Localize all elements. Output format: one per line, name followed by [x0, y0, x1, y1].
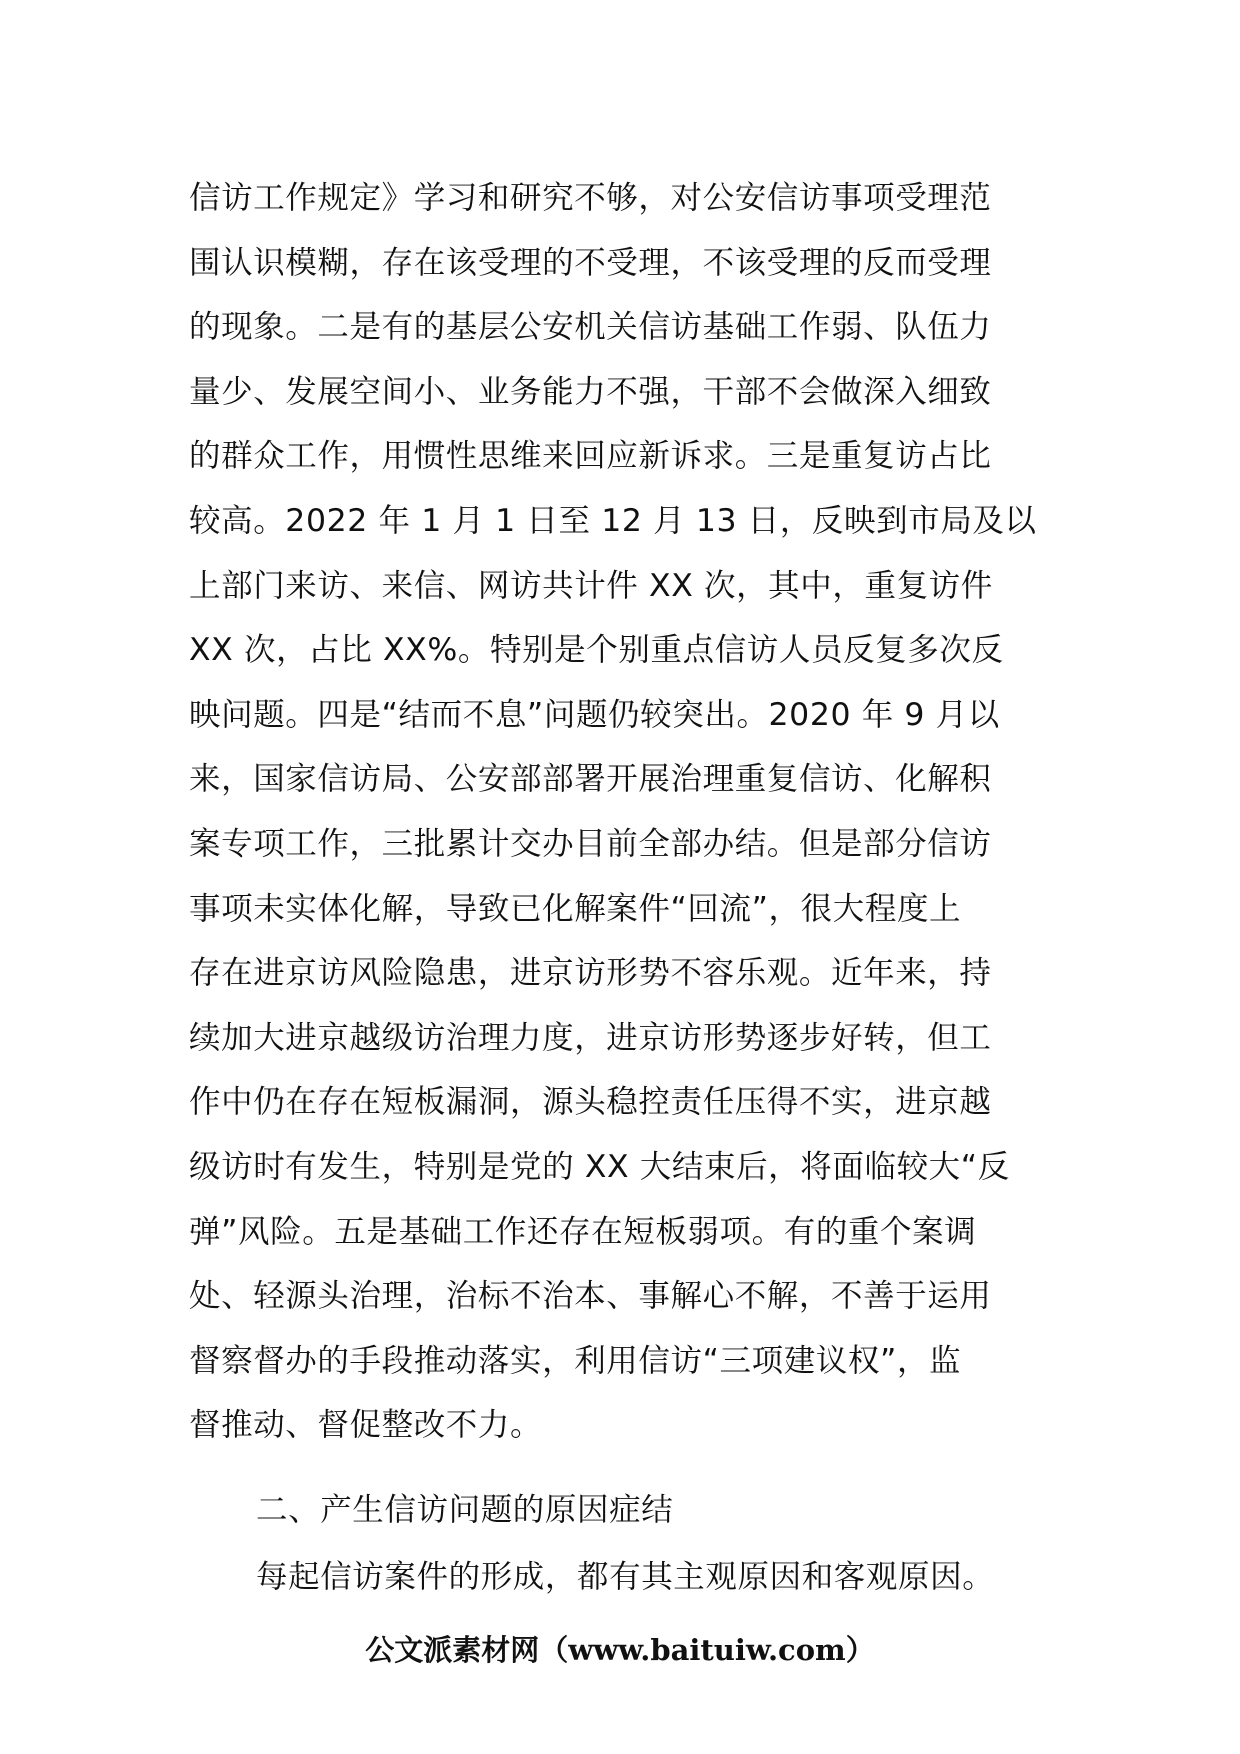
text-line: 督察督办的手段推动落实，利用信访“三项建议权”，监: [189, 1342, 962, 1379]
body-paragraph: [189, 166, 1064, 1458]
text-line: 存在进京访风险隐患，进京访形势不容乐观。近年来，持: [189, 955, 992, 992]
text-line: 的现象。二是有的基层公安机关信访基础工作弱、队伍力: [189, 309, 992, 346]
section-intro: 每起信访案件的形成，都有其主观原因和客观原因。: [256, 1559, 995, 1595]
text-line: 较高。2022 年 1 月 1 日至 12 月 13 日，反映到市局及以: [189, 502, 1037, 539]
text-line: 处、轻源头治理，治标不治本、事解心不解，不善于运用: [189, 1278, 992, 1315]
text-line: 映问题。四是“结而不息”问题仍较突出。2020 年 9 月以: [189, 696, 1000, 733]
text-line: 续加大进京越级访治理力度，进京访形势逐步好转，但工: [189, 1019, 992, 1056]
text-line: 的群众工作，用惯性思维来回应新诉求。三是重复访占比: [189, 438, 992, 475]
text-line: 量少、发展空间小、业务能力不强，干部不会做深入细致: [189, 373, 992, 410]
text-line: XX 次，占比 XX%。特别是个别重点信访人员反复多次反: [189, 632, 1004, 669]
text-line: 作中仍在存在短板漏洞，源头稳控责任压得不实，进京越: [189, 1084, 992, 1121]
text-line: 围认识模糊，存在该受理的不受理，不该受理的反而受理: [189, 244, 992, 281]
text-line: 案专项工作，三批累计交办目前全部办结。但是部分信访: [189, 825, 992, 862]
text-line: 级访时有发生，特别是党的 XX 大结束后，将面临较大“反: [189, 1148, 1010, 1185]
text-line: 督推动、督促整改不力。: [189, 1407, 543, 1444]
text-line: 弹”风险。五是基础工作还存在短板弱项。有的重个案调: [189, 1213, 977, 1250]
section-heading: 二、产生信访问题的原因症结: [256, 1492, 674, 1528]
text-line: 来，国家信访局、公安部部署开展治理重复信访、化解积: [189, 761, 992, 798]
text-line: 信访工作规定》学习和研究不够，对公安信访事项受理范: [189, 180, 992, 216]
text-line: 事项未实体化解，导致已化解案件“回流”，很大程度上: [189, 890, 962, 927]
watermark-footer: 公文派素材网（www.baituiw.com）: [365, 1633, 875, 1667]
text-line: 上部门来访、来信、网访共计件 XX 次，其中，重复访件: [189, 567, 993, 604]
